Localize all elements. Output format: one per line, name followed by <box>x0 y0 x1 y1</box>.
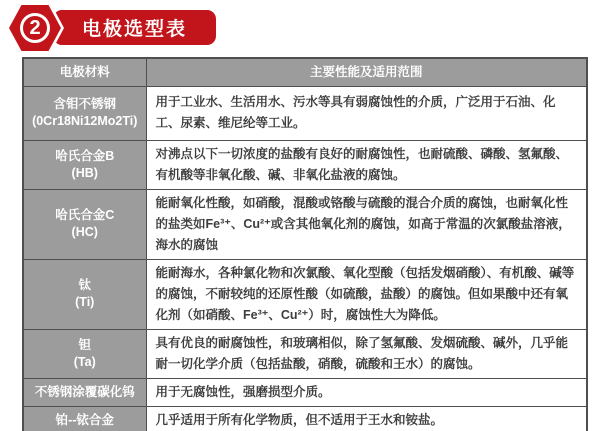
material-cell <box>23 329 146 378</box>
table-row <box>23 406 587 431</box>
table-row <box>23 378 587 406</box>
table-row <box>23 189 587 259</box>
description-cell: 能耐氧化性酸，如硝酸，混酸或铬酸与硫酸的混合介质的腐蚀，也耐氧化性的盐类如Fe³⁺、Cu²⁺或含其他氧化剂的腐蚀，如高于常温的次氯酸盐溶液，海水的腐蚀 <box>146 189 587 259</box>
material-name: 含钼不锈钢 <box>53 97 116 112</box>
description-cell: 用于工业水、生活用水、污水等具有弱腐蚀性的介质，广泛用于石油、化工、尿素、维尼纶等工业。 <box>146 86 587 140</box>
description-cell: 几乎适用于所有化学物质，但不适用于王水和铵盐。 <box>146 406 587 431</box>
table-row <box>23 86 587 140</box>
table-row <box>23 259 587 329</box>
material-cell <box>23 406 146 431</box>
material-name: 哈氏合金C <box>55 208 115 223</box>
badge-number: 2 <box>29 17 41 39</box>
material-code: (Ti) <box>75 295 95 309</box>
description-cell: 用于无腐蚀性，强磨损型介质。 <box>146 378 587 406</box>
material-name: 铂--铱合金 <box>55 412 114 427</box>
material-cell <box>23 140 146 189</box>
electrode-selection-table <box>22 57 588 431</box>
material-cell <box>23 189 146 259</box>
material-cell <box>23 259 146 329</box>
page-title: 电极选型表 <box>81 19 187 40</box>
description-cell: 具有优良的耐腐蚀性，和玻璃相似，除了氢氟酸、发烟硫酸、碱外，几乎能耐一切化学介质（包括盐酸，硝酸，硫酸和王水）的腐蚀。 <box>146 329 587 378</box>
section-number-badge <box>6 2 64 54</box>
badge-circle <box>20 13 50 43</box>
table-row <box>23 140 587 189</box>
column-header-performance: 主要性能及适用范围 <box>146 58 587 86</box>
material-name: 不锈钢涂覆碳化钨 <box>34 384 135 399</box>
column-header-material: 电极材料 <box>23 58 146 86</box>
material-cell <box>23 86 146 140</box>
table-row <box>23 329 587 378</box>
material-cell <box>23 378 146 406</box>
material-name: 钽 <box>78 337 91 352</box>
material-name: 钛 <box>78 278 91 293</box>
material-code: (Ta) <box>73 354 96 369</box>
title-banner <box>53 10 216 45</box>
material-code: (HB) <box>71 165 98 180</box>
description-cell: 对沸点以下一切浓度的盐酸有良好的耐腐蚀性，也耐硫酸、磷酸、氢氟酸、有机酸等非氧化酸、碱、非氧化盐液的腐蚀。 <box>146 140 587 189</box>
material-code: (HC) <box>71 225 98 239</box>
table-header-row <box>23 58 587 86</box>
material-name: 哈氏合金B <box>55 148 115 163</box>
material-code: (0Cr18Ni12Mo2Ti) <box>32 114 138 128</box>
description-cell: 能耐海水，各种氯化物和次氯酸、氧化型酸（包括发烟硝酸）、有机酸、碱等的腐蚀，不耐较纯的还原性酸（如硫酸，盐酸）的腐蚀。但如果酸中还有氧化剂（如硝酸、Fe³⁺、Cu²⁺）时，腐蚀性大为降低。 <box>146 259 587 329</box>
